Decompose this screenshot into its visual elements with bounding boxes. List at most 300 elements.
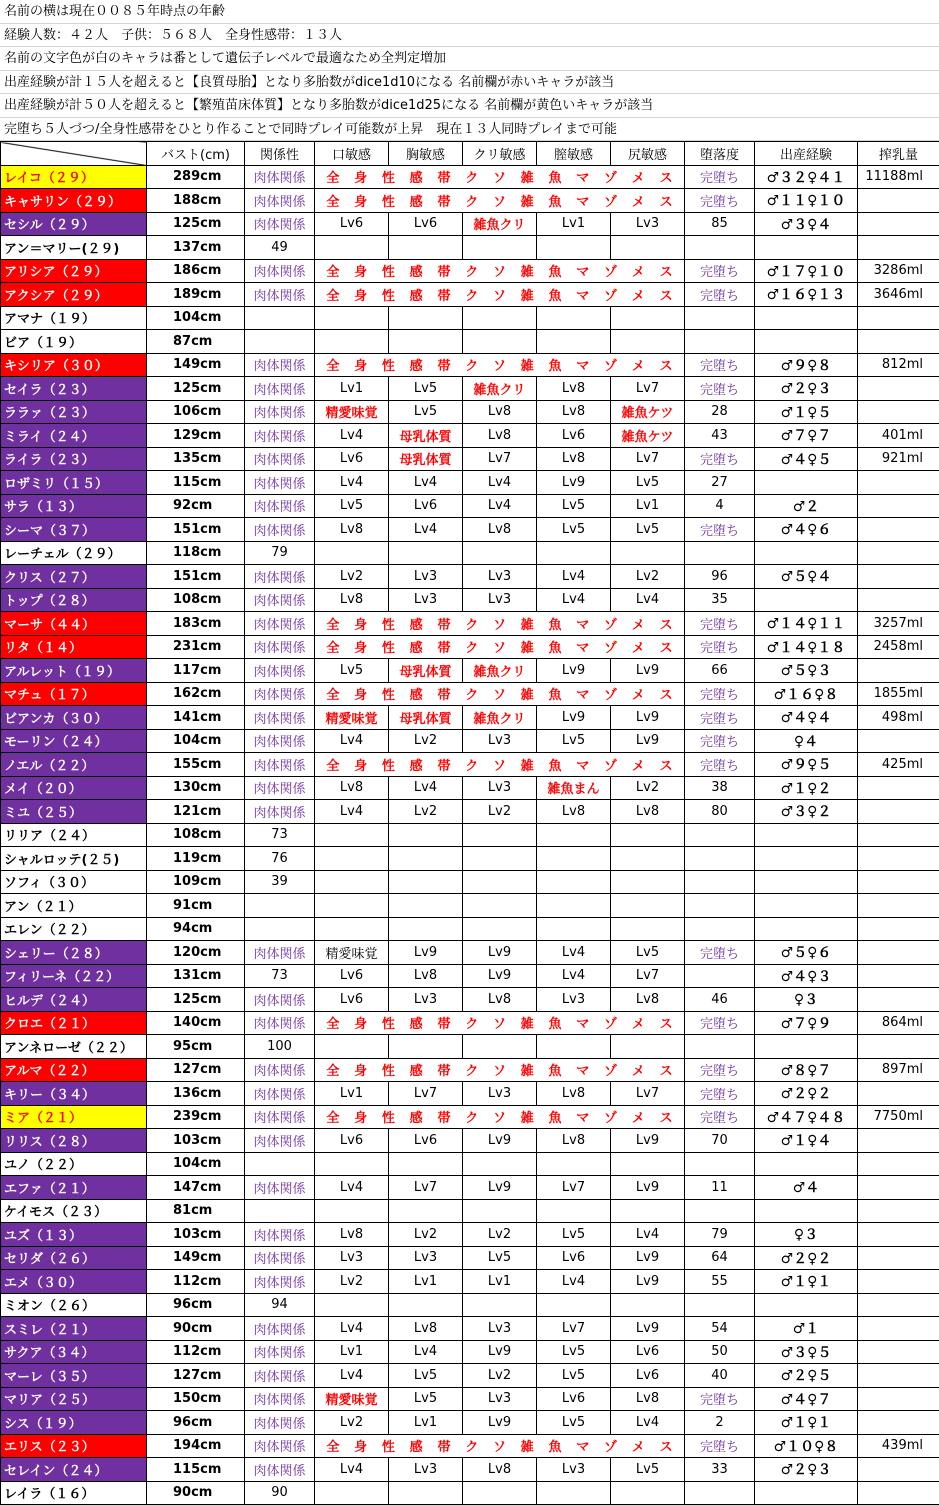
full-body-char: 雑 xyxy=(521,1060,534,1079)
butt-cell xyxy=(611,236,685,260)
milk-cell xyxy=(858,1411,939,1435)
chest-cell: Lv3 xyxy=(389,1458,463,1482)
milk-cell xyxy=(858,1246,939,1270)
table-row xyxy=(1,1481,939,1505)
character-name: アルマ（２２） xyxy=(1,1058,147,1082)
butt-cell xyxy=(611,330,685,354)
full-body-char: 感 xyxy=(410,355,423,374)
character-name: マーレ（３５） xyxy=(1,1364,147,1388)
milk-cell xyxy=(858,917,939,941)
milk-cell xyxy=(858,588,939,612)
full-body-char: 感 xyxy=(410,1107,423,1126)
relation-cell: 肉体関係 xyxy=(245,1458,315,1482)
relation-cell: 39 xyxy=(245,870,315,894)
bust-cell: 96cm xyxy=(147,1293,245,1317)
fall-cell: 完堕ち xyxy=(685,729,755,753)
table-row xyxy=(1,1340,939,1364)
birth-cell: ♂９♀５ xyxy=(755,753,858,777)
butt-cell: Lv5 xyxy=(611,1458,685,1482)
full-body-char: 感 xyxy=(410,1013,423,1032)
milk-cell xyxy=(858,1387,939,1411)
full-body-char: 全 xyxy=(326,355,339,374)
character-name: レイラ（１６） xyxy=(1,1481,147,1505)
birth-cell: ♂３♀４ xyxy=(755,212,858,236)
butt-cell: Lv9 xyxy=(611,1176,685,1200)
clit-cell: Lv9 xyxy=(463,941,537,965)
chest-cell: Lv3 xyxy=(389,988,463,1012)
chest-cell xyxy=(389,541,463,565)
clit-cell: Lv3 xyxy=(463,588,537,612)
bust-cell: 183cm xyxy=(147,612,245,636)
relation-cell: 肉体関係 xyxy=(245,1129,315,1153)
full-body-char: 魚 xyxy=(549,355,562,374)
full-body-char: 雑 xyxy=(521,261,534,280)
milk-cell xyxy=(858,1340,939,1364)
mouth-cell: Lv4 xyxy=(315,1458,389,1482)
butt-cell xyxy=(611,847,685,871)
chest-cell xyxy=(389,870,463,894)
full-body-char: 身 xyxy=(354,285,367,304)
relation-cell: 肉体関係 xyxy=(245,988,315,1012)
mouth-cell: Lv6 xyxy=(315,1129,389,1153)
butt-cell: Lv6 xyxy=(611,1364,685,1388)
table-row xyxy=(1,941,939,965)
full-body-char: ス xyxy=(660,755,673,774)
fall-cell: 完堕ち xyxy=(685,941,755,965)
fall-cell: 完堕ち xyxy=(685,189,755,213)
milk-cell xyxy=(858,518,939,542)
mouth-cell: 精愛味覚 xyxy=(315,1387,389,1411)
full-body-char: 性 xyxy=(382,1013,395,1032)
character-name: アルレット（１９） xyxy=(1,659,147,683)
bust-cell: 149cm xyxy=(147,1246,245,1270)
milk-cell: 897ml xyxy=(858,1058,939,1082)
butt-cell xyxy=(611,1152,685,1176)
clit-cell: Lv3 xyxy=(463,776,537,800)
table-row xyxy=(1,1411,939,1435)
relation-cell: 肉体関係 xyxy=(245,565,315,589)
relation-cell: 73 xyxy=(245,823,315,847)
bust-cell: 155cm xyxy=(147,753,245,777)
header-fall: 堕落度 xyxy=(685,142,755,166)
relation-cell: 49 xyxy=(245,236,315,260)
fall-cell xyxy=(685,917,755,941)
milk-cell xyxy=(858,870,939,894)
chest-cell: Lv6 xyxy=(389,1129,463,1153)
milk-cell: 439ml xyxy=(858,1434,939,1458)
note-line: 名前の横は現在００８５年時点の年齢 xyxy=(0,0,939,24)
birth-cell: ♂４♀３ xyxy=(755,964,858,988)
bust-cell: 104cm xyxy=(147,1152,245,1176)
header-bust: バスト(cm) xyxy=(147,142,245,166)
full-body-zone-cell xyxy=(315,612,685,636)
butt-cell xyxy=(611,917,685,941)
full-body-char: マ xyxy=(576,614,589,633)
full-body-char: 魚 xyxy=(549,637,562,656)
relation-cell: 肉体関係 xyxy=(245,447,315,471)
chest-cell: Lv5 xyxy=(389,1364,463,1388)
birth-cell: ♂１♀４ xyxy=(755,1129,858,1153)
full-body-char: メ xyxy=(632,355,645,374)
fall-cell: 35 xyxy=(685,588,755,612)
fall-cell xyxy=(685,823,755,847)
mouth-cell: Lv6 xyxy=(315,964,389,988)
birth-cell xyxy=(755,1199,858,1223)
character-name: リタ（１４） xyxy=(1,635,147,659)
milk-cell xyxy=(858,400,939,424)
table-row xyxy=(1,165,939,189)
table-row xyxy=(1,1364,939,1388)
full-body-char: ク xyxy=(465,1436,478,1455)
full-body-char: 身 xyxy=(354,1436,367,1455)
full-body-zone-cell xyxy=(315,353,685,377)
full-body-zone-cell xyxy=(315,165,685,189)
birth-cell xyxy=(755,471,858,495)
character-name: キャサリン（２９） xyxy=(1,189,147,213)
full-body-char: ゾ xyxy=(604,755,617,774)
bust-cell: 125cm xyxy=(147,377,245,401)
birth-cell: ♂４♀４ xyxy=(755,706,858,730)
full-body-char: 性 xyxy=(382,614,395,633)
full-body-char: 性 xyxy=(382,355,395,374)
relation-cell: 肉体関係 xyxy=(245,424,315,448)
birth-cell: ♂２ xyxy=(755,494,858,518)
milk-cell xyxy=(858,729,939,753)
full-body-char: ス xyxy=(660,684,673,703)
full-body-char: 帯 xyxy=(437,285,450,304)
mouth-cell: Lv8 xyxy=(315,588,389,612)
milk-cell xyxy=(858,1293,939,1317)
clit-cell xyxy=(463,1481,537,1505)
full-body-char: メ xyxy=(632,261,645,280)
table-row xyxy=(1,353,939,377)
character-name: メイ（２０） xyxy=(1,776,147,800)
birth-cell: ♂４ xyxy=(755,1176,858,1200)
fall-cell: 完堕ち xyxy=(685,283,755,307)
full-body-char: 感 xyxy=(410,614,423,633)
clit-cell: Lv3 xyxy=(463,729,537,753)
table-row xyxy=(1,236,939,260)
full-body-char: 性 xyxy=(382,1436,395,1455)
fall-cell: 96 xyxy=(685,565,755,589)
fall-cell: 完堕ち xyxy=(685,1058,755,1082)
birth-cell: ♂８♀７ xyxy=(755,1058,858,1082)
header-clit: クリ敏感 xyxy=(463,142,537,166)
relation-cell: 肉体関係 xyxy=(245,612,315,636)
clit-cell: Lv8 xyxy=(463,400,537,424)
chest-cell: Lv9 xyxy=(389,941,463,965)
fall-cell xyxy=(685,1481,755,1505)
vagina-cell: Lv4 xyxy=(537,941,611,965)
relation-cell: 肉体関係 xyxy=(245,1105,315,1129)
full-body-char: ゾ xyxy=(604,1107,617,1126)
fall-cell xyxy=(685,236,755,260)
bust-cell: 136cm xyxy=(147,1082,245,1106)
chest-cell: Lv1 xyxy=(389,1411,463,1435)
milk-cell: 425ml xyxy=(858,753,939,777)
mouth-cell: Lv2 xyxy=(315,1270,389,1294)
chest-cell: Lv4 xyxy=(389,518,463,542)
character-name: エメ（３０） xyxy=(1,1270,147,1294)
mouth-cell: Lv2 xyxy=(315,1411,389,1435)
full-body-zone-cell xyxy=(315,1058,685,1082)
bust-cell: 125cm xyxy=(147,988,245,1012)
full-body-char: 全 xyxy=(326,1436,339,1455)
table-row xyxy=(1,447,939,471)
character-name: ミオン（２６） xyxy=(1,1293,147,1317)
full-body-char: ソ xyxy=(493,755,506,774)
full-body-char: ク xyxy=(465,1013,478,1032)
vagina-cell: Lv8 xyxy=(537,400,611,424)
butt-cell: Lv6 xyxy=(611,1340,685,1364)
relation-cell: 94 xyxy=(245,1293,315,1317)
relation-cell: 肉体関係 xyxy=(245,353,315,377)
bust-cell: 149cm xyxy=(147,353,245,377)
table-row xyxy=(1,424,939,448)
milk-cell xyxy=(858,941,939,965)
full-body-char: マ xyxy=(576,1107,589,1126)
table-row xyxy=(1,964,939,988)
character-name: エリス（２３） xyxy=(1,1434,147,1458)
milk-cell xyxy=(858,1458,939,1482)
birth-cell: ♂２♀３ xyxy=(755,1458,858,1482)
full-body-char: 性 xyxy=(382,1060,395,1079)
full-body-char: 魚 xyxy=(549,285,562,304)
full-body-char: 魚 xyxy=(549,1013,562,1032)
full-body-char: メ xyxy=(632,167,645,186)
full-body-char: 全 xyxy=(326,261,339,280)
birth-cell xyxy=(755,1035,858,1059)
table-row xyxy=(1,1176,939,1200)
milk-cell xyxy=(858,471,939,495)
chest-cell: Lv2 xyxy=(389,1223,463,1247)
birth-cell xyxy=(755,894,858,918)
character-name: レーチェル（２９） xyxy=(1,541,147,565)
milk-cell xyxy=(858,800,939,824)
vagina-cell xyxy=(537,1293,611,1317)
clit-cell: Lv2 xyxy=(463,800,537,824)
mouth-cell xyxy=(315,870,389,894)
relation-cell: 肉体関係 xyxy=(245,212,315,236)
character-name: モーリン（２４） xyxy=(1,729,147,753)
full-body-char: 帯 xyxy=(437,614,450,633)
chest-cell: Lv3 xyxy=(389,1246,463,1270)
relation-cell: 肉体関係 xyxy=(245,283,315,307)
fall-cell: 43 xyxy=(685,424,755,448)
birth-cell: ♂７♀７ xyxy=(755,424,858,448)
full-body-zone-cell xyxy=(315,1105,685,1129)
butt-cell: Lv5 xyxy=(611,941,685,965)
milk-cell: 864ml xyxy=(858,1011,939,1035)
butt-cell: Lv8 xyxy=(611,800,685,824)
clit-cell xyxy=(463,870,537,894)
clit-cell: Lv9 xyxy=(463,1129,537,1153)
relation-cell: 肉体関係 xyxy=(245,635,315,659)
vagina-cell xyxy=(537,1199,611,1223)
bust-cell: 108cm xyxy=(147,823,245,847)
clit-cell: Lv8 xyxy=(463,1458,537,1482)
milk-cell: 11188ml xyxy=(858,165,939,189)
bust-cell: 104cm xyxy=(147,306,245,330)
full-body-char: ク xyxy=(465,614,478,633)
character-name: レイコ（２９） xyxy=(1,165,147,189)
full-body-char: ゾ xyxy=(604,637,617,656)
fall-cell: 66 xyxy=(685,659,755,683)
milk-cell: 1855ml xyxy=(858,682,939,706)
bust-cell: 121cm xyxy=(147,800,245,824)
vagina-cell: Lv7 xyxy=(537,1176,611,1200)
butt-cell: 雑魚ケツ xyxy=(611,400,685,424)
fall-cell: 54 xyxy=(685,1317,755,1341)
vagina-cell: Lv5 xyxy=(537,729,611,753)
fall-cell xyxy=(685,964,755,988)
note-line: 経験人数：４２人 子供：５６８人 全身性感帯：１３人 xyxy=(0,24,939,48)
character-name: ミライ（２４） xyxy=(1,424,147,448)
full-body-char: 雑 xyxy=(521,355,534,374)
milk-cell xyxy=(858,659,939,683)
vagina-cell xyxy=(537,823,611,847)
chest-cell: Lv1 xyxy=(389,1270,463,1294)
table-row xyxy=(1,847,939,871)
relation-cell: 肉体関係 xyxy=(245,189,315,213)
relation-cell: 肉体関係 xyxy=(245,682,315,706)
mouth-cell xyxy=(315,236,389,260)
table-row xyxy=(1,1058,939,1082)
birth-cell: ♂４♀７ xyxy=(755,1387,858,1411)
mouth-cell: Lv4 xyxy=(315,471,389,495)
bust-cell: 92cm xyxy=(147,494,245,518)
character-name: アリシア（２９） xyxy=(1,259,147,283)
relation-cell: 肉体関係 xyxy=(245,588,315,612)
clit-cell xyxy=(463,1035,537,1059)
clit-cell: Lv4 xyxy=(463,494,537,518)
mouth-cell: Lv6 xyxy=(315,212,389,236)
chest-cell: Lv2 xyxy=(389,800,463,824)
full-body-char: ク xyxy=(465,1060,478,1079)
vagina-cell: Lv5 xyxy=(537,494,611,518)
character-name: ユズ（１３） xyxy=(1,1223,147,1247)
relation-cell: 肉体関係 xyxy=(245,753,315,777)
birth-cell: ♂４♀５ xyxy=(755,447,858,471)
full-body-char: 雑 xyxy=(521,285,534,304)
relation-cell: 肉体関係 xyxy=(245,1176,315,1200)
relation-cell xyxy=(245,894,315,918)
clit-cell: Lv4 xyxy=(463,471,537,495)
birth-cell: ♂１４♀１８ xyxy=(755,635,858,659)
birth-cell: ♂２♀２ xyxy=(755,1082,858,1106)
mouth-cell: Lv4 xyxy=(315,1317,389,1341)
full-body-char: ソ xyxy=(493,1436,506,1455)
clit-cell: Lv9 xyxy=(463,1340,537,1364)
full-body-zone-cell xyxy=(315,1011,685,1035)
clit-cell xyxy=(463,1293,537,1317)
full-body-char: ス xyxy=(660,261,673,280)
full-body-char: ス xyxy=(660,1436,673,1455)
full-body-char: 身 xyxy=(354,167,367,186)
mouth-cell: Lv4 xyxy=(315,1364,389,1388)
full-body-char: ゾ xyxy=(604,167,617,186)
full-body-char: 身 xyxy=(354,614,367,633)
bust-cell: 115cm xyxy=(147,1458,245,1482)
butt-cell: Lv4 xyxy=(611,1223,685,1247)
butt-cell: Lv5 xyxy=(611,518,685,542)
character-name: スミレ（２１） xyxy=(1,1317,147,1341)
full-body-char: 身 xyxy=(354,637,367,656)
full-body-char: 感 xyxy=(410,167,423,186)
bust-cell: 194cm xyxy=(147,1434,245,1458)
vagina-cell: Lv6 xyxy=(537,1387,611,1411)
butt-cell: Lv3 xyxy=(611,212,685,236)
full-body-char: 身 xyxy=(354,1013,367,1032)
table-row xyxy=(1,1152,939,1176)
clit-cell: Lv3 xyxy=(463,565,537,589)
full-body-char: 性 xyxy=(382,261,395,280)
vagina-cell: Lv1 xyxy=(537,212,611,236)
fall-cell: 完堕ち xyxy=(685,165,755,189)
character-name: サラ（１３） xyxy=(1,494,147,518)
relation-cell: 肉体関係 xyxy=(245,706,315,730)
relation-cell xyxy=(245,306,315,330)
relation-cell: 肉体関係 xyxy=(245,1317,315,1341)
mouth-cell xyxy=(315,847,389,871)
full-body-char: マ xyxy=(576,285,589,304)
full-body-char: マ xyxy=(576,1060,589,1079)
bust-cell: 104cm xyxy=(147,729,245,753)
full-body-char: 性 xyxy=(382,167,395,186)
relation-cell xyxy=(245,330,315,354)
butt-cell: Lv2 xyxy=(611,776,685,800)
mouth-cell: Lv5 xyxy=(315,659,389,683)
full-body-char: ソ xyxy=(493,614,506,633)
fall-cell: 完堕ち xyxy=(685,259,755,283)
character-name: ララァ（２３） xyxy=(1,400,147,424)
character-name: ケイモス（２３） xyxy=(1,1199,147,1223)
vagina-cell xyxy=(537,306,611,330)
full-body-char: 魚 xyxy=(549,1060,562,1079)
full-body-char: 魚 xyxy=(549,755,562,774)
clit-cell: Lv7 xyxy=(463,447,537,471)
character-name: キリー（３４） xyxy=(1,1082,147,1106)
full-body-char: メ xyxy=(632,614,645,633)
birth-cell: ♂１♀１ xyxy=(755,1411,858,1435)
table-row xyxy=(1,894,939,918)
chest-cell: Lv5 xyxy=(389,377,463,401)
full-body-zone-cell xyxy=(315,635,685,659)
vagina-cell: Lv7 xyxy=(537,1317,611,1341)
butt-cell xyxy=(611,823,685,847)
full-body-char: ソ xyxy=(493,684,506,703)
birth-cell xyxy=(755,588,858,612)
full-body-char: 感 xyxy=(410,684,423,703)
relation-cell: 肉体関係 xyxy=(245,377,315,401)
full-body-char: 帯 xyxy=(437,261,450,280)
vagina-cell xyxy=(537,1035,611,1059)
bust-cell: 117cm xyxy=(147,659,245,683)
full-body-char: メ xyxy=(632,755,645,774)
relation-cell: 肉体関係 xyxy=(245,776,315,800)
full-body-char: マ xyxy=(576,1436,589,1455)
milk-cell xyxy=(858,847,939,871)
full-body-char: 魚 xyxy=(549,191,562,210)
vagina-cell xyxy=(537,236,611,260)
full-body-char: 雑 xyxy=(521,614,534,633)
fall-cell: 完堕ち xyxy=(685,353,755,377)
butt-cell: Lv8 xyxy=(611,1387,685,1411)
clit-cell: Lv3 xyxy=(463,1317,537,1341)
bust-cell: 289cm xyxy=(147,165,245,189)
table-row xyxy=(1,1270,939,1294)
butt-cell: Lv9 xyxy=(611,659,685,683)
